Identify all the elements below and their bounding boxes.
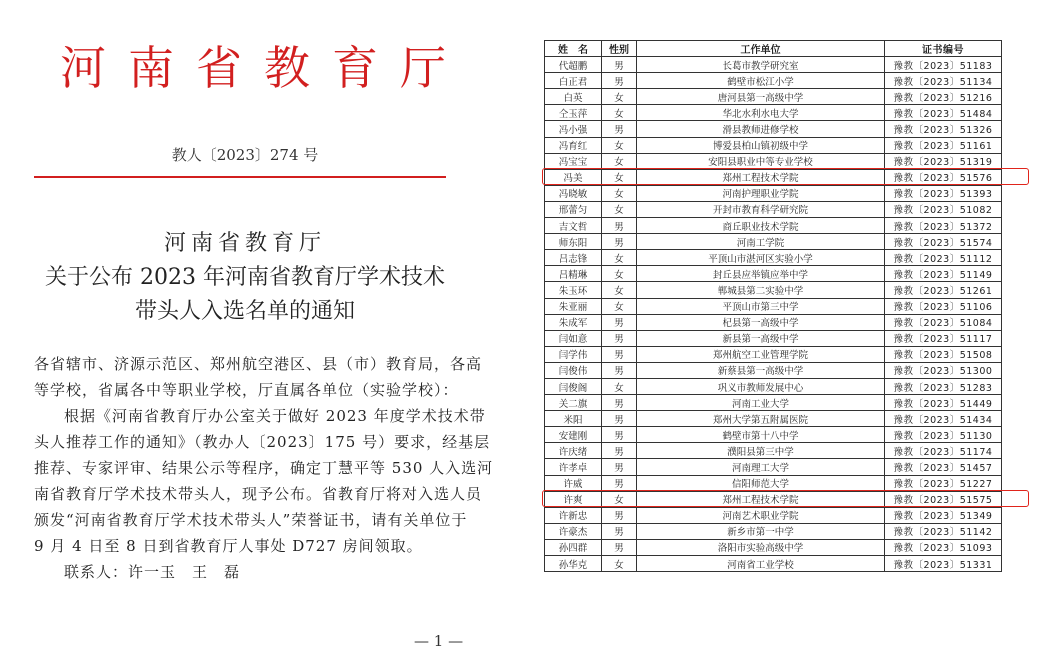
- table-row: [545, 523, 1002, 539]
- cell-name: 朱亚丽: [545, 298, 602, 314]
- cell-unit: 鹤壁市第十八中学: [637, 427, 885, 443]
- cell-gender: 男: [602, 121, 637, 137]
- table-row: [545, 314, 1002, 330]
- cell-unit: 平顶山市湛河区实验小学: [637, 250, 885, 266]
- body-line: 推荐、专家评审、结果公示等程序，确定丁慧平等 530 人入选河: [34, 459, 494, 477]
- cell-name: 朱成军: [545, 314, 602, 330]
- cell-unit: 郑州工程技术学院: [637, 169, 885, 185]
- row-highlight-box: [542, 490, 1029, 507]
- cell-name: 米阳: [545, 411, 602, 427]
- cell-unit: 鹤壁市松江小学: [637, 73, 885, 89]
- cell-unit: 河南理工大学: [637, 459, 885, 475]
- cell-name: 朱玉环: [545, 282, 602, 298]
- cell-name: 仝玉萍: [545, 105, 602, 121]
- body-line: 颁发“河南省教育厅学术技术带头人”荣誉证书，请有关单位于: [34, 511, 468, 529]
- cell-cert: 豫教〔2023〕51112: [885, 250, 1002, 266]
- cell-gender: 男: [602, 346, 637, 362]
- table-row: [545, 218, 1002, 234]
- cell-name: 冯育红: [545, 137, 602, 153]
- title-line-2: 关于公布 2023 年河南省教育厅学术技术: [45, 265, 445, 290]
- table-row: [545, 266, 1002, 282]
- cell-gender: 男: [602, 73, 637, 89]
- cell-name: 许威: [545, 475, 602, 491]
- cell-gender: 女: [602, 491, 637, 507]
- cell-unit: 河南省工业学校: [637, 556, 885, 572]
- cell-cert: 豫教〔2023〕51216: [885, 89, 1002, 105]
- body-line: 头人推荐工作的通知》（教办人〔2023〕175 号）要求，经基层: [34, 433, 491, 451]
- cell-gender: 男: [602, 459, 637, 475]
- cell-gender: 男: [602, 523, 637, 539]
- cell-name: 冯小强: [545, 121, 602, 137]
- cell-unit: 信阳师范大学: [637, 475, 885, 491]
- cell-gender: 女: [602, 201, 637, 217]
- cell-gender: 男: [602, 57, 637, 73]
- table-row: [545, 411, 1002, 427]
- cell-unit: 长葛市教学研究室: [637, 57, 885, 73]
- cell-gender: 男: [602, 475, 637, 491]
- cell-gender: 男: [602, 507, 637, 523]
- cell-name: 师东阳: [545, 234, 602, 250]
- table-row: [545, 89, 1002, 105]
- cell-gender: 女: [602, 105, 637, 121]
- cell-name: 闫俊伟: [545, 362, 602, 378]
- cell-cert: 豫教〔2023〕51174: [885, 443, 1002, 459]
- cell-cert: 豫教〔2023〕51574: [885, 234, 1002, 250]
- cell-gender: 女: [602, 89, 637, 105]
- cell-gender: 女: [602, 137, 637, 153]
- table-row: [545, 346, 1002, 362]
- cell-name: 闫学伟: [545, 346, 602, 362]
- cell-cert: 豫教〔2023〕51508: [885, 346, 1002, 362]
- title-line-3: 带头人入选名单的通知: [134, 299, 355, 324]
- cell-cert: 豫教〔2023〕51434: [885, 411, 1002, 427]
- cell-gender: 女: [602, 153, 637, 169]
- list-page: [520, 0, 1043, 670]
- cell-name: 冯宝宝: [545, 153, 602, 169]
- cell-cert: 豫教〔2023〕51130: [885, 427, 1002, 443]
- cell-gender: 男: [602, 443, 637, 459]
- table-row: [545, 395, 1002, 411]
- cell-name: 吕志锋: [545, 250, 602, 266]
- cell-name: 邢蕾匀: [545, 201, 602, 217]
- cell-cert: 豫教〔2023〕51349: [885, 507, 1002, 523]
- cell-unit: 唐河县第一高级中学: [637, 89, 885, 105]
- table-row: [545, 73, 1002, 89]
- table-row: [545, 556, 1002, 572]
- cell-cert: 豫教〔2023〕51183: [885, 57, 1002, 73]
- cell-gender: 女: [602, 298, 637, 314]
- cell-unit: 巩义市教师发展中心: [637, 378, 885, 394]
- cell-gender: 女: [602, 185, 637, 201]
- cell-cert: 豫教〔2023〕51300: [885, 362, 1002, 378]
- table-row: [545, 282, 1002, 298]
- cell-cert: 豫教〔2023〕51134: [885, 73, 1002, 89]
- cell-name: 安建刚: [545, 427, 602, 443]
- cell-gender: 女: [602, 556, 637, 572]
- cell-cert: 豫教〔2023〕51575: [885, 491, 1002, 507]
- cell-unit: 开封市教育科学研究院: [637, 201, 885, 217]
- cell-unit: 商丘职业技术学院: [637, 218, 885, 234]
- cell-cert: 豫教〔2023〕51372: [885, 218, 1002, 234]
- table-row: [545, 459, 1002, 475]
- cell-unit: 封丘县应举镇应举中学: [637, 266, 885, 282]
- body-line: 根据《河南省教育厅办公室关于做好 2023 年度学术技术带: [64, 407, 486, 425]
- cell-name: 许豪杰: [545, 523, 602, 539]
- cell-gender: 女: [602, 378, 637, 394]
- table-row: [545, 105, 1002, 121]
- cell-cert: 豫教〔2023〕51283: [885, 378, 1002, 394]
- table-row: [545, 137, 1002, 153]
- cell-unit: 新乡市第一中学: [637, 523, 885, 539]
- cell-name: 许孝卓: [545, 459, 602, 475]
- cell-unit: 河南艺术职业学院: [637, 507, 885, 523]
- cell-gender: 男: [602, 539, 637, 555]
- cell-cert: 豫教〔2023〕51319: [885, 153, 1002, 169]
- table-row: [545, 201, 1002, 217]
- body-line: 9 月 4 日至 8 日到省教育厅人事处 D727 房间领取。: [34, 537, 423, 555]
- cell-unit: 安阳县职业中等专业学校: [637, 153, 885, 169]
- masthead: 河南省教育厅: [60, 41, 468, 95]
- cell-name: 冯美: [545, 169, 602, 185]
- cell-unit: 新县第一高级中学: [637, 330, 885, 346]
- cell-name: 许新忠: [545, 507, 602, 523]
- cell-gender: 男: [602, 427, 637, 443]
- table-row: [545, 185, 1002, 201]
- cell-gender: 男: [602, 362, 637, 378]
- table-row: [545, 443, 1002, 459]
- cell-cert: 豫教〔2023〕51227: [885, 475, 1002, 491]
- cell-unit: 洛阳市实验高级中学: [637, 539, 885, 555]
- cell-gender: 男: [602, 330, 637, 346]
- page-number: — 1 —: [414, 632, 464, 650]
- cell-cert: 豫教〔2023〕51261: [885, 282, 1002, 298]
- cell-gender: 女: [602, 169, 637, 185]
- table-row: [545, 234, 1002, 250]
- header-name: 姓 名: [545, 41, 602, 57]
- cell-unit: 河南护理职业学院: [637, 185, 885, 201]
- cell-unit: 杞县第一高级中学: [637, 314, 885, 330]
- cell-name: 闫如意: [545, 330, 602, 346]
- document-number: 教人〔2023〕274 号: [171, 146, 319, 164]
- cell-gender: 男: [602, 234, 637, 250]
- cell-name: 孙华克: [545, 556, 602, 572]
- table-row: [545, 507, 1002, 523]
- header-unit: 工作单位: [637, 41, 885, 57]
- cell-name: 白英: [545, 89, 602, 105]
- notice-page: [0, 0, 494, 670]
- cell-unit: 博爱县柏山镇初级中学: [637, 137, 885, 153]
- cell-cert: 豫教〔2023〕51106: [885, 298, 1002, 314]
- cell-name: 代超鹏: [545, 57, 602, 73]
- cell-cert: 豫教〔2023〕51093: [885, 539, 1002, 555]
- cell-cert: 豫教〔2023〕51084: [885, 314, 1002, 330]
- table-row: [545, 57, 1002, 73]
- cell-cert: 豫教〔2023〕51393: [885, 185, 1002, 201]
- table-row: [545, 427, 1002, 443]
- table-row: [545, 539, 1002, 555]
- cell-unit: 滑县教师进修学校: [637, 121, 885, 137]
- row-highlight-box: [542, 168, 1029, 185]
- cell-cert: 豫教〔2023〕51331: [885, 556, 1002, 572]
- body-line: 等学校，省属各中等职业学校，厅直属各单位（实验学校）：: [34, 381, 459, 399]
- cell-gender: 女: [602, 282, 637, 298]
- contact-line: 联系人：许一玉 王 磊: [64, 563, 241, 581]
- cell-cert: 豫教〔2023〕51161: [885, 137, 1002, 153]
- table-row: [545, 298, 1002, 314]
- cell-unit: 郸城县第二实验中学: [637, 282, 885, 298]
- table-row: [545, 121, 1002, 137]
- table-header-row: [545, 41, 1002, 57]
- cell-cert: 豫教〔2023〕51117: [885, 330, 1002, 346]
- cell-cert: 豫教〔2023〕51149: [885, 266, 1002, 282]
- cell-gender: 男: [602, 411, 637, 427]
- table-row: [545, 475, 1002, 491]
- cell-name: 闫俊阁: [545, 378, 602, 394]
- cell-name: 吕精琳: [545, 266, 602, 282]
- cell-name: 白正君: [545, 73, 602, 89]
- cell-cert: 豫教〔2023〕51082: [885, 201, 1002, 217]
- cell-cert: 豫教〔2023〕51449: [885, 395, 1002, 411]
- cell-gender: 男: [602, 314, 637, 330]
- header-gender: 性别: [602, 41, 637, 57]
- cell-unit: 郑州工程技术学院: [637, 491, 885, 507]
- table-row: [545, 362, 1002, 378]
- cell-unit: 华北水利水电大学: [637, 105, 885, 121]
- cell-name: 冯晓敏: [545, 185, 602, 201]
- cell-name: 孙四群: [545, 539, 602, 555]
- body-line: 各省辖市、济源示范区、郑州航空港区、县（市）教育局，各高: [34, 355, 483, 373]
- cell-cert: 豫教〔2023〕51576: [885, 169, 1002, 185]
- body-line: 南省教育厅学术技术带头人，现予公布。省教育厅将对入选人员: [34, 485, 483, 503]
- cell-cert: 豫教〔2023〕51484: [885, 105, 1002, 121]
- table-row: [545, 330, 1002, 346]
- cell-name: 关二旗: [545, 395, 602, 411]
- table-row: [545, 250, 1002, 266]
- cell-gender: 女: [602, 250, 637, 266]
- header-cert: 证书编号: [885, 41, 1002, 57]
- red-divider: [34, 176, 446, 178]
- title-line-1: 河南省教育厅: [163, 231, 326, 256]
- cell-cert: 豫教〔2023〕51326: [885, 121, 1002, 137]
- cell-gender: 男: [602, 218, 637, 234]
- cell-name: 许爽: [545, 491, 602, 507]
- cell-cert: 豫教〔2023〕51142: [885, 523, 1002, 539]
- table-row: [545, 378, 1002, 394]
- cell-gender: 女: [602, 266, 637, 282]
- cell-unit: 新蔡县第一高级中学: [637, 362, 885, 378]
- cell-name: 吉文哲: [545, 218, 602, 234]
- notice-body: [34, 351, 494, 585]
- cell-unit: 濮阳县第三中学: [637, 443, 885, 459]
- cell-unit: 河南工业大学: [637, 395, 885, 411]
- cell-unit: 郑州大学第五附属医院: [637, 411, 885, 427]
- cell-unit: 郑州航空工业管理学院: [637, 346, 885, 362]
- cell-unit: 河南工学院: [637, 234, 885, 250]
- table-row: [545, 153, 1002, 169]
- cell-gender: 男: [602, 395, 637, 411]
- cell-cert: 豫教〔2023〕51457: [885, 459, 1002, 475]
- cell-name: 许庆绪: [545, 443, 602, 459]
- cell-unit: 平顶山市第三中学: [637, 298, 885, 314]
